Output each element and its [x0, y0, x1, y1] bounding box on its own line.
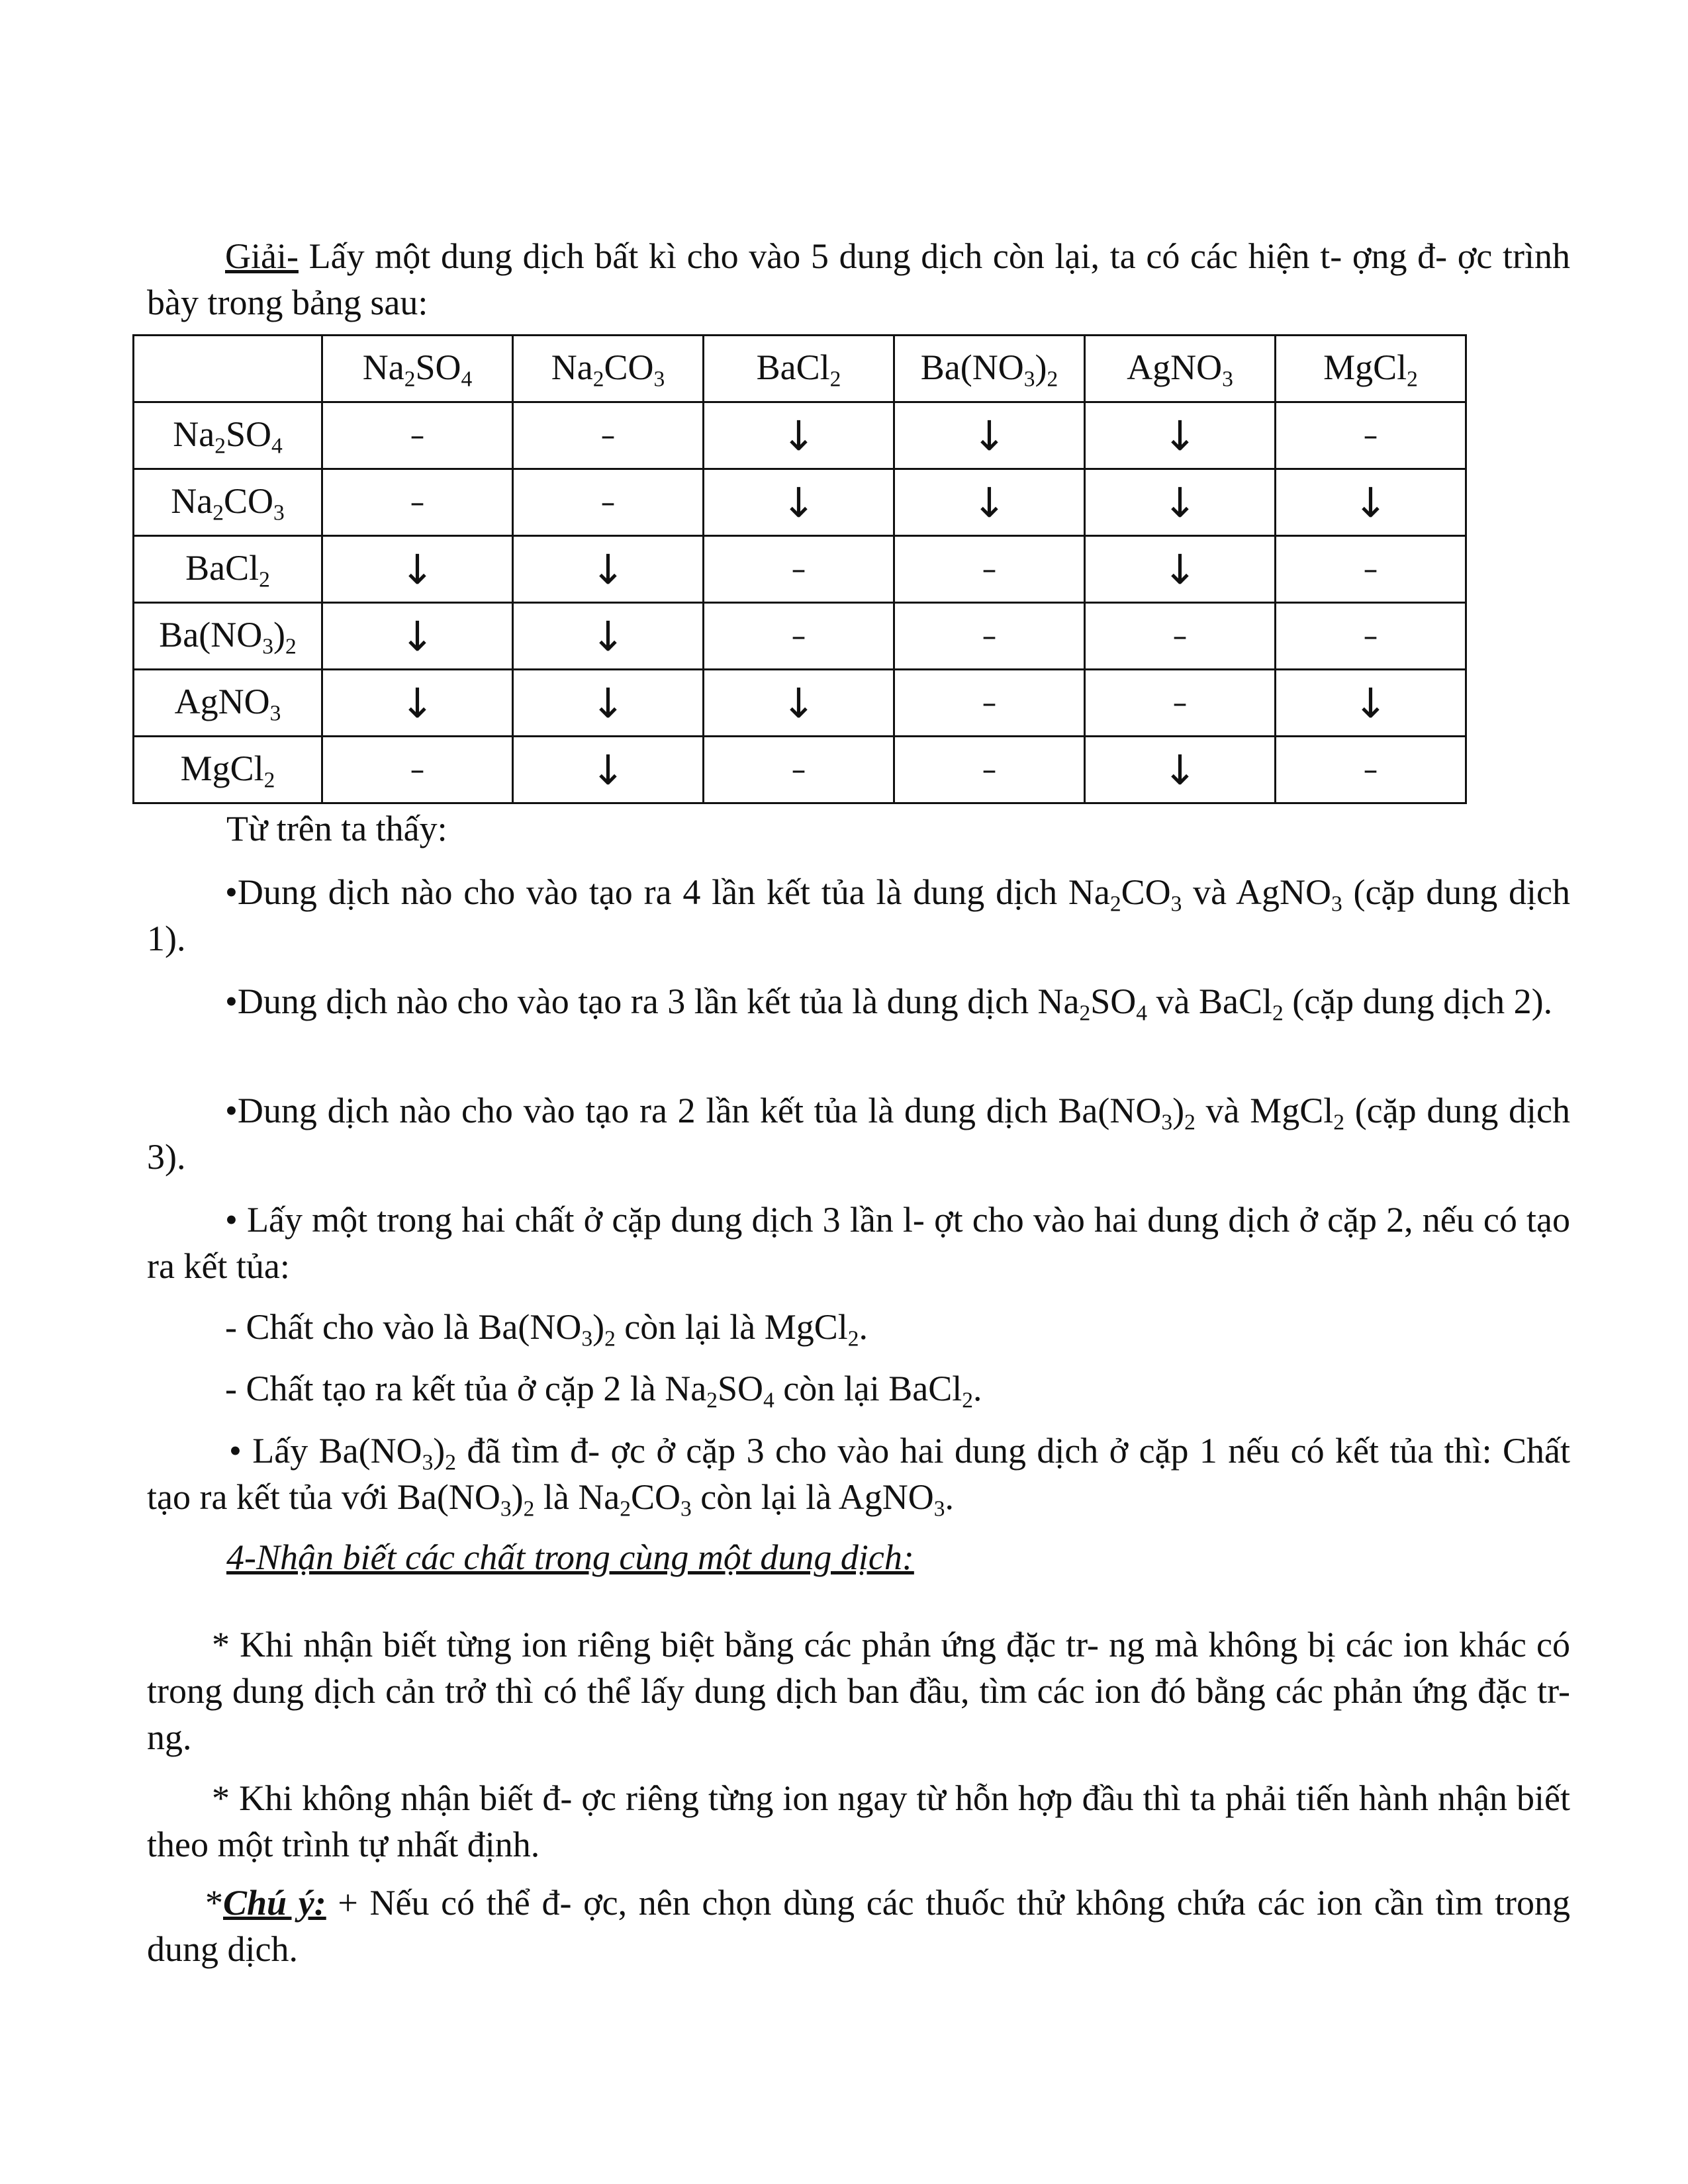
table-cell: –: [322, 402, 513, 469]
table-cell: –: [322, 469, 513, 536]
result-line-b: - Chất tạo ra kết tủa ở cặp 2 là $Na_2SO_4$ còn lại BaCl$_2$.: [225, 1369, 982, 1413]
row-header-agno3: AgNO$_3$: [134, 670, 322, 737]
table-cell: ↓: [513, 670, 704, 737]
table-cell: –: [704, 737, 894, 803]
row-header-bacl2: BaCl$_2$: [134, 536, 322, 603]
table-cell: ↓: [1276, 469, 1466, 536]
row-header-bano32: $Ba(NO_3)_2$: [134, 603, 322, 670]
row-header-na2so4: $Na_2SO_4$: [134, 402, 322, 469]
table-cell: ↓: [322, 603, 513, 670]
table-row: [134, 469, 1466, 536]
table-cell: –: [894, 536, 1085, 603]
intro-paragraph: [147, 233, 1570, 326]
reaction-table: [132, 334, 1467, 804]
table-cell: ↓: [513, 536, 704, 603]
table-cell: ↓: [513, 737, 704, 803]
bullet-3: •Dung dịch nào cho vào tạo ra 2 lần kết tủa là dung dịch $Ba(NO_3)_2$ và MgCl$_2$ (cặp dung dịch 3).: [147, 1091, 1571, 1177]
paragraph-3: [147, 1880, 1570, 1972]
table-cell: ↓: [1085, 402, 1276, 469]
giai-label: Giải-: [225, 236, 299, 276]
table-cell: ↓: [1085, 536, 1276, 603]
bullet-1: •Dung dịch nào cho vào tạo ra 4 lần kết tủa là dung dịch $Na_2CO_3$ và AgNO$_3$ (cặp dung dịch 1).: [147, 872, 1571, 958]
table-header-row: [134, 336, 1466, 402]
table-cell: –: [1276, 603, 1466, 670]
section-heading: 4-Nhận biết các chất trong cùng một dung dịch:: [226, 1537, 914, 1577]
table-cell: –: [894, 670, 1085, 737]
table-row: [134, 536, 1466, 603]
table-cell: –: [704, 536, 894, 603]
table-cell: ↓: [894, 402, 1085, 469]
col-header-bano32: $Ba(NO_3)_2$: [894, 336, 1085, 402]
paragraph-1: * Khi nhận biết từng ion riêng biệt bằng các phản ứng đặc tr- ng mà không bị các ion khác có trong dung dịch cản trở thì có thể lấy dung dịch ban đầu, tìm các ion đó bằng các phản ứng đặc tr- ng.: [147, 1625, 1570, 1757]
bullet-4: • Lấy một trong hai chất ở cặp dung dịch 3 lần l- ợt cho vào hai dung dịch ở cặp 2, nếu có tạo ra kết tủa:: [147, 1200, 1570, 1286]
table-cell: –: [704, 603, 894, 670]
table-cell: –: [1276, 737, 1466, 803]
table-cell: ↓: [704, 469, 894, 536]
table-cell: ↓: [1276, 670, 1466, 737]
table-cell: –: [1085, 603, 1276, 670]
bullet-2: •Dung dịch nào cho vào tạo ra 3 lần kết tủa là dung dịch $Na_2SO_4$ và BaCl$_2$ (cặp dung dịch 2).: [225, 981, 1553, 1026]
col-header-bacl2: BaCl$_2$: [704, 336, 894, 402]
table-cell: ↓: [1085, 469, 1276, 536]
table-cell: ↓: [704, 402, 894, 469]
table-cell: –: [1276, 536, 1466, 603]
col-header-agno3: AgNO$_3$: [1085, 336, 1276, 402]
table-cell: –: [894, 603, 1085, 670]
note-star: *: [205, 1883, 223, 1923]
result-line-a: - Chất cho vào là $Ba(NO_3)_2$ còn lại là MgCl$_2$.: [225, 1307, 868, 1351]
tu-tren-line: Từ trên ta thấy:: [226, 809, 447, 848]
note-text: + Nếu có thể đ- ợc, nên chọn dùng các thuốc thử không chứa các ion cần tìm trong dung dịch.: [147, 1883, 1570, 1969]
row-header-na2co3: $Na_2CO_3$: [134, 469, 322, 536]
paragraph-2: * Khi không nhận biết đ- ợc riêng từng ion ngay từ hỗn hợp đầu thì ta phải tiến hành nhận biết theo một trình tự nhất định.: [147, 1778, 1570, 1864]
table-cell: –: [894, 737, 1085, 803]
table-row: [134, 603, 1466, 670]
table-row: [134, 402, 1466, 469]
table-cell: –: [322, 737, 513, 803]
bullet-5: • Lấy $Ba(NO_3)_2$ đã tìm đ- ợc ở cặp 3 cho vào hai dung dịch ở cặp 1 nếu có kết tủa thì: Chất tạo ra kết tủa với $Ba(NO_3)_2$ là $Na_2CO_3$ còn lại là AgNO$_3$.: [147, 1431, 1570, 1522]
col-header-na2so4: $Na_2SO_4$: [322, 336, 513, 402]
chu-y-label: Chú ý:: [223, 1883, 326, 1923]
table-corner-cell: [134, 336, 322, 402]
table-cell: –: [513, 469, 704, 536]
intro-text: Lấy một dung dịch bất kì cho vào 5 dung dịch còn lại, ta có các hiện t- ợng đ- ợc trình bày trong bảng sau:: [147, 236, 1570, 322]
table-cell: ↓: [322, 670, 513, 737]
row-header-mgcl2: MgCl$_2$: [134, 737, 322, 803]
table-cell: ↓: [322, 536, 513, 603]
table-cell: –: [1085, 670, 1276, 737]
table-cell: –: [1276, 402, 1466, 469]
table-row: [134, 737, 1466, 803]
table-row: [134, 670, 1466, 737]
col-header-mgcl2: MgCl$_2$: [1276, 336, 1466, 402]
col-header-na2co3: $Na_2CO_3$: [513, 336, 704, 402]
table-cell: –: [513, 402, 704, 469]
table-cell: ↓: [704, 670, 894, 737]
table-cell: ↓: [894, 469, 1085, 536]
table-cell: ↓: [1085, 737, 1276, 803]
table-cell: ↓: [513, 603, 704, 670]
